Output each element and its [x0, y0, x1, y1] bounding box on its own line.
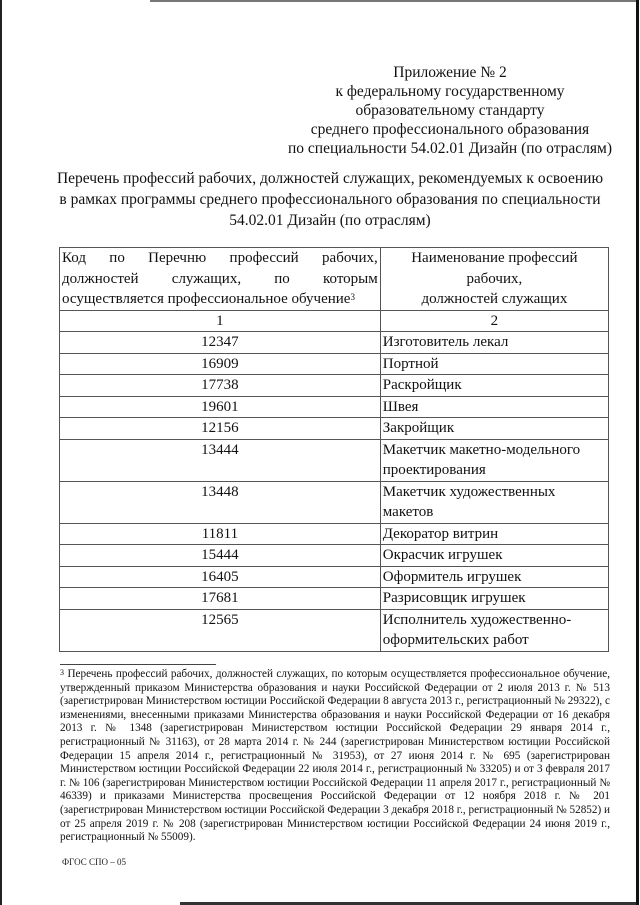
footnote [60, 668, 610, 845]
table-header-row [60, 248, 609, 311]
header-word: по [274, 270, 290, 287]
table-row [60, 588, 609, 610]
table-row [60, 332, 609, 354]
header-line [62, 289, 378, 310]
page-code: ФГОС СПО – 05 [62, 857, 126, 867]
profession-code: 16909 [60, 353, 381, 375]
table-row [60, 418, 609, 440]
header-word: Перечню [148, 250, 207, 266]
header-cell-name [380, 248, 608, 311]
scan-edge-right [636, 0, 639, 905]
profession-name: Разрисовщик игрушек [380, 588, 608, 610]
appendix-line: по специальности 54.02.01 Дизайн (по отраслям) [287, 140, 613, 157]
header-line [62, 269, 378, 290]
profession-name: Швея [380, 396, 608, 418]
table-row [60, 481, 609, 523]
table-row [60, 439, 609, 481]
scan-edge-top [150, 0, 636, 2]
profession-code: 19601 [60, 396, 381, 418]
header-line: должностей служащих [421, 291, 568, 307]
profession-name: Оформитель игрушек [380, 566, 608, 588]
table-row [60, 609, 609, 651]
profession-code: 17681 [60, 588, 381, 610]
profession-name: Раскройщик [380, 375, 608, 397]
profession-code: 11811 [60, 523, 381, 545]
profession-code: 17738 [60, 375, 381, 397]
profession-code: 12347 [60, 332, 381, 354]
table-row [60, 566, 609, 588]
profession-name: Окрасчик игрушек [380, 545, 608, 567]
profession-code: 12565 [60, 609, 381, 651]
column-number: 2 [380, 310, 608, 332]
profession-name: Изготовитель лекал [380, 332, 608, 354]
table-row [60, 545, 609, 567]
appendix-header [280, 63, 620, 158]
table-row [60, 353, 609, 375]
appendix-line: среднего профессионального образования [310, 121, 590, 138]
profession-name: Макетчик макетно-модельного проектирования [380, 439, 608, 481]
footnote-ref: 3 [350, 292, 355, 302]
table-row [60, 375, 609, 397]
list-title-line: Перечень профессий рабочих, должностей служащих, рекомендуемых к освоению [56, 170, 604, 187]
profession-code: 13444 [60, 439, 381, 481]
header-cell-code [60, 248, 381, 311]
table-row [60, 523, 609, 545]
list-title-line: в рамках программы среднего профессионального образования по специальности [59, 191, 601, 208]
header-word: профессий [229, 250, 299, 266]
list-title-line: 54.02.01 Дизайн (по отраслям) [229, 212, 431, 229]
header-word: по [109, 250, 125, 266]
profession-name: Портной [380, 353, 608, 375]
header-line: Наименование профессий рабочих, [411, 250, 578, 287]
appendix-line: Приложение № 2 [393, 64, 507, 81]
header-word: должностей [62, 270, 139, 287]
footnote-text: Перечень профессий рабочих, должностей служащих, по которым осуществляется профессиональное обучение, утвержденный приказом Министерства образования и науки Российской Федерации от 2 июля 2013 г. № 513 (зарегистрирован Министерством юстиции Российской Федерации 8 августа 2013 г., регистрационный № 29322), с изменениями, внесенными приказами Министерства образования и науки Российской Федерации от 16 декабря 2013 г. № 1348 (зарегистрирован Министерством юстиции Российской Федерации 29 января 2014 г., регистрационный № 31163), от 28 марта 2014 г. № 244 (зарегистрирован Министерством юстиции Российской Федерации 15 апреля 2014 г., регистрационный № 31953), от 27 июня 2014 г. № 695 (зарегистрирован Министерством юстиции Российской Федерации 22 июля 2014 г., регистрационный № 33205) и от 3 февраля 2017 г. № 106 (зарегистрирован Министерством юстиции Российской Федерации 11 апреля 2017 г., регистрационный № 46339) и приказами Министерства просвещения Российской Федерации от 12 ноября 2018 г. № 201 (зарегистрирован Министерством юстиции Российской Федерации 3 декабря 2018 г., регистрационный № 52852) и от 25 апреля 2019 г. № 208 (зарегистрирован Министерством юстиции Российской Федерации 24 июня 2019 г., регистрационный № 55009). [60, 668, 611, 844]
profession-code: 13448 [60, 481, 381, 523]
header-word: Код [62, 250, 86, 266]
professions-table [59, 247, 609, 652]
appendix-line: к федеральному государственному [335, 83, 565, 100]
profession-name: Закройщик [380, 418, 608, 440]
header-word: служащих, [171, 270, 242, 287]
header-line [62, 248, 378, 269]
appendix-line: образовательному стандарту [355, 102, 545, 119]
header-word: осуществляется профессиональное обучение [62, 291, 351, 307]
header-word: которым [322, 270, 378, 287]
list-title [50, 168, 610, 231]
profession-name: Исполнитель художественно-оформительских работ [380, 609, 608, 651]
footnote-separator [60, 664, 216, 665]
table-row [60, 396, 609, 418]
column-number: 1 [60, 310, 381, 332]
footnote-mark: 3 [60, 668, 64, 677]
profession-code: 15444 [60, 545, 381, 567]
column-number-row [60, 310, 609, 332]
profession-name: Декоратор витрин [380, 523, 608, 545]
profession-code: 12156 [60, 418, 381, 440]
profession-name: Макетчик художественных макетов [380, 481, 608, 523]
scan-edge-left [0, 0, 2, 905]
profession-code: 16405 [60, 566, 381, 588]
header-word: рабочих, [322, 250, 378, 266]
